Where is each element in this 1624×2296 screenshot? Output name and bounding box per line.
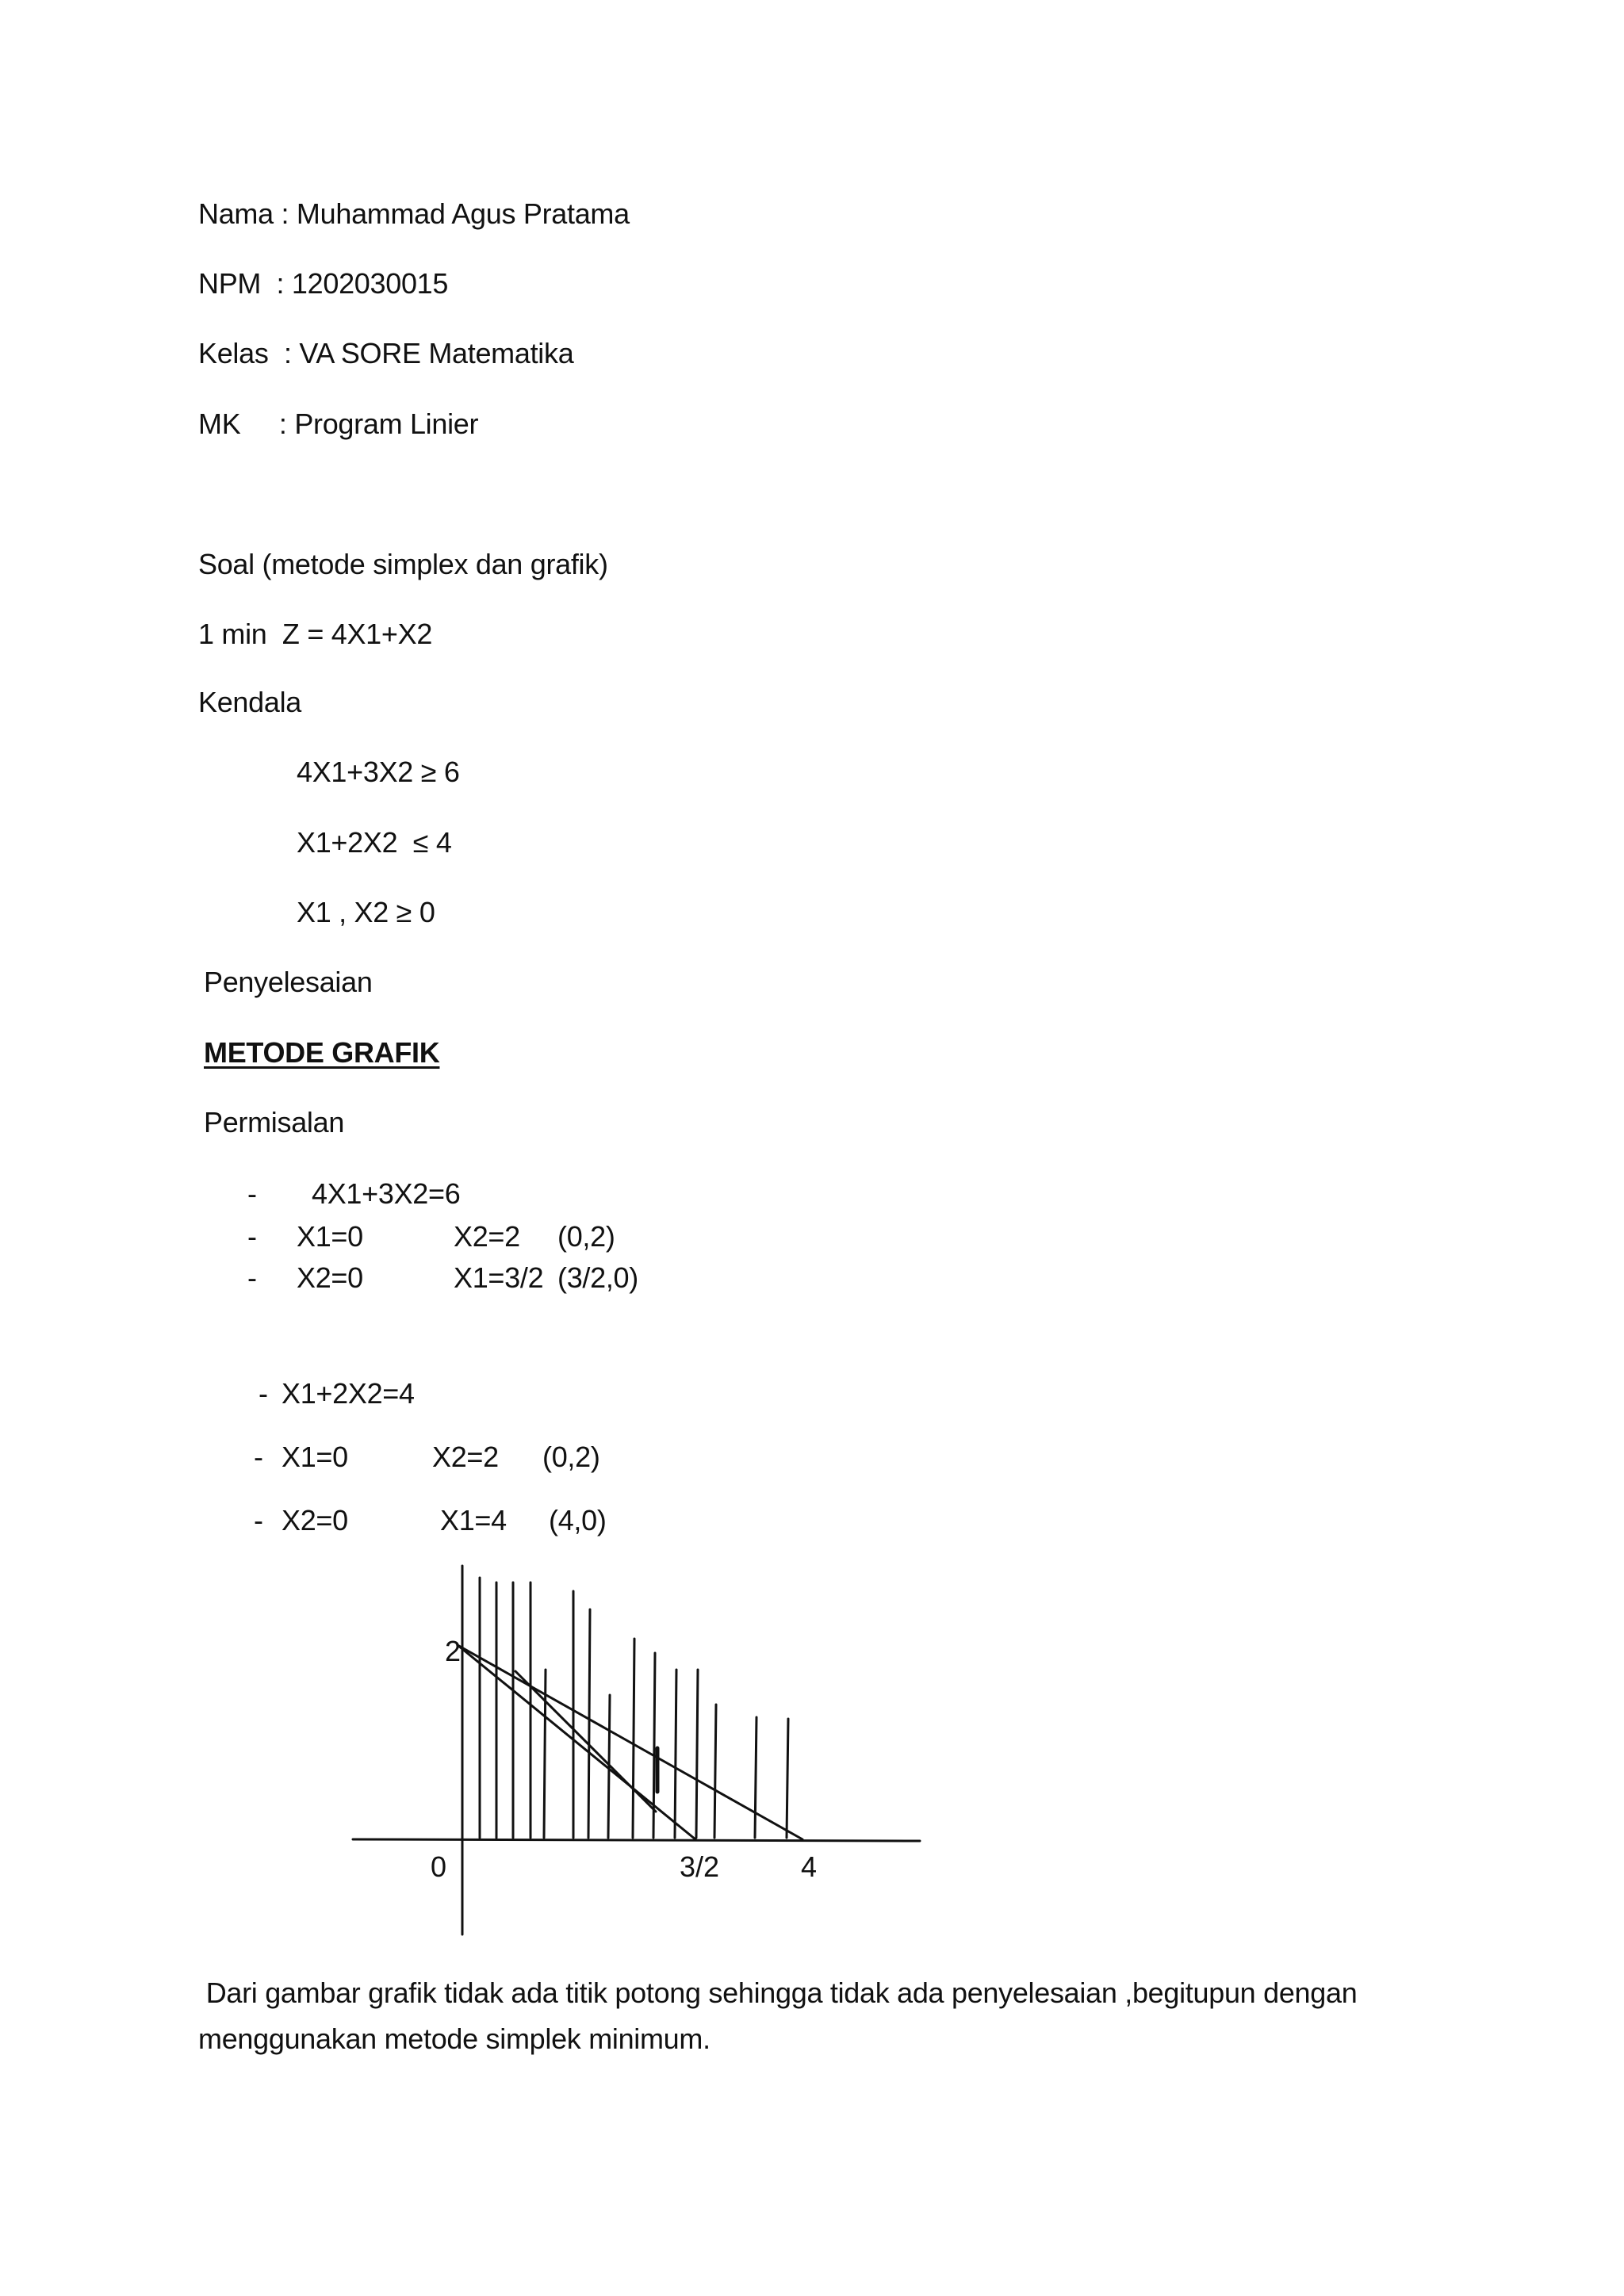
objective-function: 1 min Z = 4X1+X2 <box>198 618 433 650</box>
npm-line: NPM : 1202030015 <box>198 267 449 300</box>
penyelesaian-label: Penyelesaian <box>204 966 373 998</box>
permisalan-label: Permisalan <box>204 1106 345 1138</box>
constraint-2: X1+2X2 ≤ 4 <box>297 826 452 859</box>
list-dash: - <box>254 1441 263 1473</box>
list-dash: - <box>247 1261 257 1294</box>
x-tick-label-3-2: 3/2 <box>680 1850 720 1883</box>
kendala-label: Kendala <box>198 686 302 718</box>
constraint-line-x1-2x2 <box>458 1645 802 1839</box>
group2-row3-col1: X2=0 <box>282 1504 348 1536</box>
group1-row2-col1: X1=0 <box>297 1220 363 1253</box>
list-dash: - <box>254 1504 263 1536</box>
group1-row3-col2: X1=3/2 <box>454 1261 544 1294</box>
constraint-line-short <box>515 1671 656 1812</box>
group2-row2-col2: X2=2 <box>432 1441 499 1473</box>
list-dash: - <box>259 1377 268 1410</box>
kelas-line: Kelas : VA SORE Matematika <box>198 337 574 369</box>
list-dash: - <box>247 1177 257 1210</box>
group2-row2-col3: (0,2) <box>542 1441 600 1473</box>
constraint-1: 4X1+3X2 ≥ 6 <box>297 756 460 788</box>
constraint-3: X1 , X2 ≥ 0 <box>297 896 435 928</box>
group2-row2-col1: X1=0 <box>282 1441 348 1473</box>
nama-line: Nama : Muhammad Agus Pratama <box>198 197 630 230</box>
constraint-line-4x1-3x2 <box>458 1645 695 1839</box>
x-axis <box>353 1839 920 1841</box>
origin-label: 0 <box>431 1850 447 1883</box>
soal-line: Soal (metode simplex dan grafik) <box>198 548 608 580</box>
group1-row3-col3: (3/2,0) <box>557 1261 638 1294</box>
conclusion-line-2: menggunakan metode simplek minimum. <box>198 2022 710 2055</box>
group1-row2-col3: (0,2) <box>557 1220 615 1253</box>
group1-row3-col1: X2=0 <box>297 1261 363 1294</box>
group1-row2-col2: X2=2 <box>454 1220 520 1253</box>
feasible-region-hatching <box>480 1578 788 1838</box>
mk-line: MK : Program Linier <box>198 408 479 440</box>
group2-equation: X1+2X2=4 <box>282 1377 415 1410</box>
group2-row3-col3: (4,0) <box>549 1504 607 1536</box>
conclusion-paragraph <box>198 1970 1435 2062</box>
y-tick-label: 2 <box>445 1635 462 1667</box>
metode-grafik-heading: METODE GRAFIK <box>204 1036 440 1069</box>
conclusion-line-1: Dari gambar grafik tidak ada titik potong sehingga tidak ada penyelesaian ,begitupun dengan <box>198 1976 1358 2009</box>
group1-equation: 4X1+3X2=6 <box>312 1177 461 1210</box>
x-tick-label-4: 4 <box>801 1850 818 1883</box>
group2-row3-col2: X1=4 <box>440 1504 507 1536</box>
list-dash: - <box>247 1220 257 1253</box>
